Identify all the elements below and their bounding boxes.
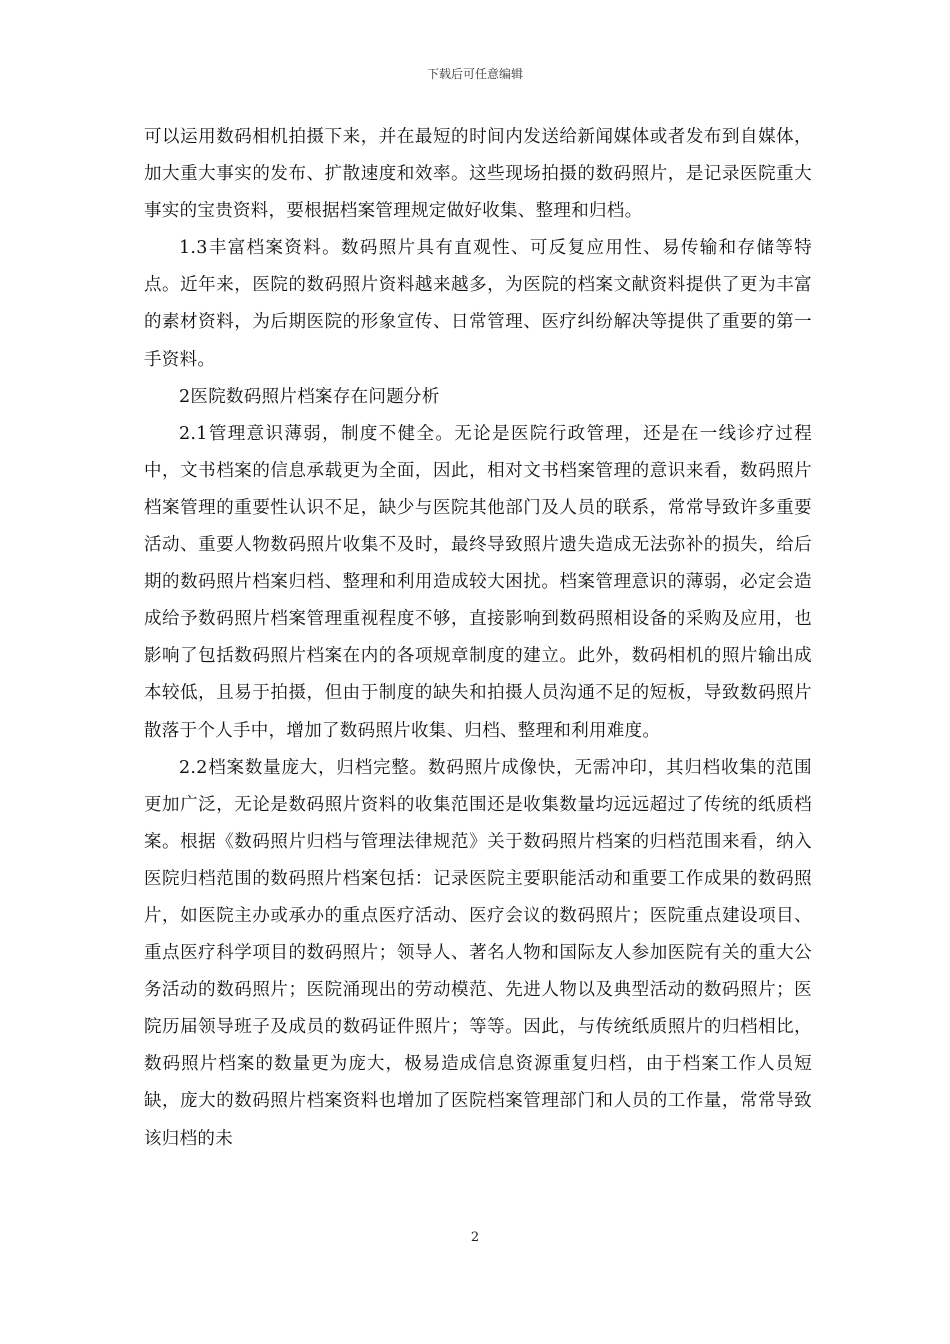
paragraph-section-2-2: 2.2档案数量庞大，归档完整。数码照片成像快，无需冲印，其归档收集的范围更加广泛，无论是数码照片资料的收集范围还是收集数量均远远超过了传统的纸质档案。根据《数码照片归档与管理法律规范》关于数码照片档案的归档范围来看，纳入医院归档范围的数码照片档案包括：记录医院主要职能活动和重要工作成果的数码照片，如医院主办或承办的重点医疗活动、医疗会议的数码照片；医院重点建设项目、重点医疗科学项目的数码照片；领导人、著名人物和国际友人参加医院有关的重大公务活动的数码照片；医院涌现出的劳动模范、先进人物以及典型活动的数码照片；医院历届领导班子及成员的数码证件照片；等等。因此，与传统纸质照片的归档相比，数码照片档案的数量更为庞大，极易造成信息资源重复归档，由于档案工作人员短缺，庞大的数码照片档案资料也增加了医院档案管理部门和人员的工作量，常常导致该归档的未	[144, 757, 812, 1149]
paragraph-continuation: 可以运用数码相机拍摄下来，并在最短的时间内发送给新闻媒体或者发布到自媒体，加大重大事实的发布、扩散速度和效率。这些现场拍摄的数码照片，是记录医院重大事实的宝贵资料，要根据档案管理规定做好收集、整理和归档。	[144, 127, 812, 222]
section-heading-2: 2医院数码照片档案存在问题分析	[179, 386, 440, 407]
page-header: 下载后可任意编辑	[426, 67, 523, 81]
page-number: 2	[470, 1230, 480, 1245]
document-body	[144, 119, 812, 1158]
paragraph-section-2-1: 2.1管理意识薄弱，制度不健全。无论是医院行政管理，还是在一线诊疗过程中，文书档案的信息承载更为全面，因此，相对文书档案管理的意识来看，数码照片档案管理的重要性认识不足，缺少与医院其他部门及人员的联系，常常导致许多重要活动、重要人物数码照片收集不及时，最终导致照片遗失造成无法弥补的损失，给后期的数码照片档案归档、整理和利用造成较大困扰。档案管理意识的薄弱，必定会造成给予数码照片档案管理重视程度不够，直接影响到数码照相设备的采购及应用，也影响了包括数码照片档案在内的各项规章制度的建立。此外，数码相机的照片输出成本较低，且易于拍摄，但由于制度的缺失和拍摄人员沟通不足的短板，导致数码照片散落于个人手中，增加了数码照片收集、归档、整理和利用难度。	[144, 423, 812, 741]
paragraph-section-1-3: 1.3丰富档案资料。数码照片具有直观性、可反复应用性、易传输和存储等特点。近年来，医院的数码照片资料越来越多，为医院的档案文献资料提供了更为丰富的素材资料，为后期医院的形象宣传、日常管理、医疗纠纷解决等提供了重要的第一手资料。	[144, 238, 812, 370]
